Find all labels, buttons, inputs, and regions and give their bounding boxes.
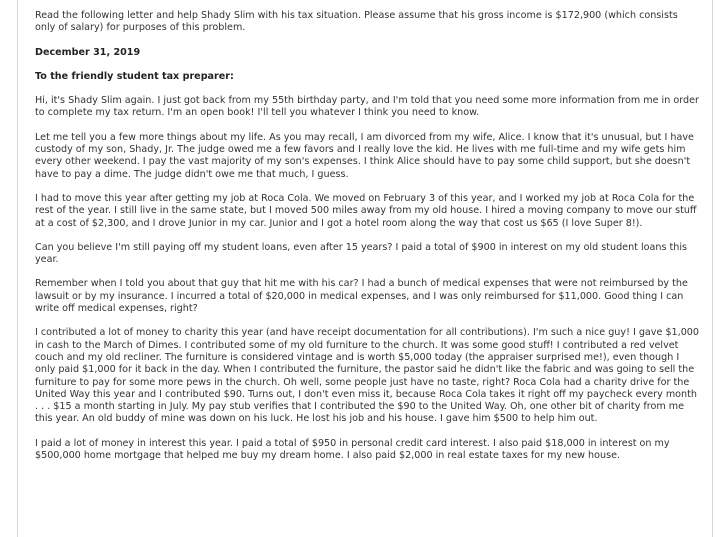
letter-salutation: To the friendly student tax preparer:	[35, 70, 234, 82]
paragraph-moving: I had to move this year after getting my job at Roca Cola. We moved on February 3 of this year, and I worked my job at Roca Cola for the rest of the year. I still live in the same state, but I moved 500 miles away from my old house. I hired a moving company to move our stuff at a cost of $2,300, and I drove Junior in my car. Junior and I got a hotel room along the way that cost us $65 (I love Super 8!).	[35, 192, 697, 229]
letter-document	[17, 0, 713, 537]
intro-paragraph: Read the following letter and help Shady Slim with his tax situation. Please assume that his gross income is $172,900 (which consists only of salary) for purposes of this problem.	[35, 10, 678, 34]
paragraph-custody: Let me tell you a few more things about my life. As you may recall, I am divorced from my wife, Alice. I know that it's unusual, but I have custody of my son, Shady, Jr. The judge owed me a few favors and I really love the kid. He lives with me full-time and my wife gets him every other weekend. I pay the vast majority of my son's expenses. I think Alice should have to pay some child support, but she doesn't have to pay a dime. The judge didn't owe me that much, I guess.	[35, 131, 694, 180]
paragraph-student-loans: Can you believe I'm still paying off my student loans, even after 15 years? I paid a total of $900 in interest on my old student loans this year.	[35, 241, 688, 266]
paragraph-interest: I paid a lot of money in interest this year. I paid a total of $950 in personal credit card interest. I also paid $18,000 in interest on my $500,000 home mortgage that helped me buy my dream home. I also paid $2,000 in real estate taxes for my new house.	[35, 437, 670, 462]
paragraph-charity: I contributed a lot of money to charity this year (and have receipt documentation for all contributions). I'm such a nice guy! I gave $1,000 in cash to the March of Dimes. I contributed some of my old furniture to the church. It was some good stuff! I contributed a red velvet couch and my old recliner. The furniture is considered vintage and is worth $5,000 today (the appraiser surprised me!), even though I only paid $1,000 for it back in the day. When I contributed the furniture, the pastor said he didn't like the fabric and was going to sell the furniture to pay for some more pews in the church. Oh well, some people just have no taste, right? Roca Cola had a charity drive for the United Way this year and I contributed $90. Turns out, I don't even miss it, because Roca Cola takes it right off my paycheck every month . . . $15 a month starting in July. My pay stub verifies that I contributed the $90 to the United Way. Oh, one other bit of charity from me this year. An old buddy of mine was down on his luck. He lost his job and his house. I gave him $500 to help him out.	[35, 327, 700, 425]
paragraph-birthday: Hi, it's Shady Slim again. I just got back from my 55th birthday party, and I'm told that you need some more information from me in order to complete my tax return. I'm an open book! I'll tell you whatever I think you need to know.	[35, 95, 699, 119]
letter-date: December 31, 2019	[35, 46, 141, 58]
paragraph-medical: Remember when I told you about that guy that hit me with his car? I had a bunch of medical expenses that were not reimbursed by the lawsuit or by my insurance. I incurred a total of $20,000 in medical expenses, and I was only reimbursed for $11,000. Good thing I can write off medical expenses, right?	[35, 278, 688, 315]
